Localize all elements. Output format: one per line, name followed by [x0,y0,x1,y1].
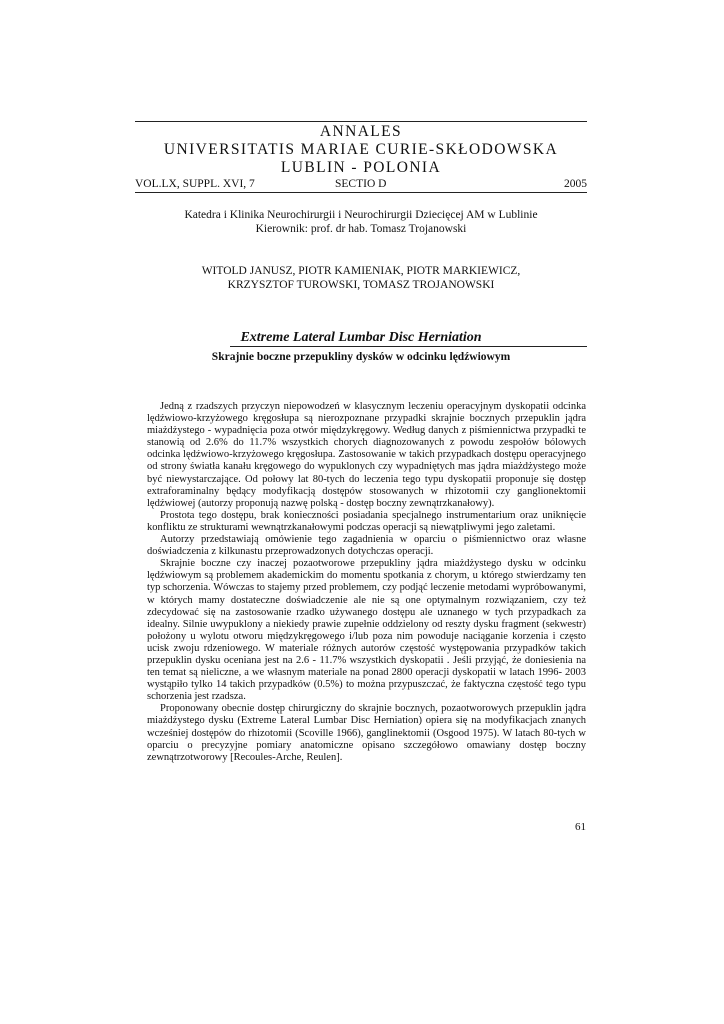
body-paragraph: Prostota tego dostępu, brak konieczności posiadania specjalnego instrumentarium oraz uniknięcie konfliktu ze strukturami wewnątrzkanałowymi podczas operacji są niewątpliwymi jego zaletami. [147,509,586,533]
volume-row [135,177,587,191]
header-top-rule [135,121,587,122]
authors-line1: WITOLD JANUSZ, PIOTR KAMIENIAK, PIOTR MARKIEWICZ, [201,265,521,277]
body-paragraph: Jedną z rzadszych przyczyn niepowodzeń w klasycznym leczeniu operacyjnym dyskopatii odcinka lędźwiowo-krzyżowego kręgosłupa są nierozpoznane przypadki skrajnie bocznych przepuklin jądra miażdżystego - wypadnięcia poza otwór międzykręgowy. Według danych z piśmiennictwa przypadki te stanowią od 2.6% do 11.7% wszystkich chorych diagnozowanych z powodu zespołów bólowych odcinka lędźwiowo-krzyżowego kręgosłupa. Zastosowanie w takich przypadkach dostępu operacyjnego od strony światła kanału kręgowego do wypuklonych czy wypadniętych mas jądra miażdżystego może być niewystarczające. Od połowy lat 80-tych do leczenia tego typu dyskopatii proponuje się dostęp extraforaminalny będący modyfikacją dostępów stosowanych w rhizotomii czy ganglionektomii lędźwiowej (autorzy proponują nazwę polską - dostęp boczny zewnątrzkanałowy). [147,401,586,509]
section-info: SECTIO D [335,178,387,190]
article-title-polish: Skrajnie boczne przepukliny dysków w odcinku lędźwiowym [211,351,511,363]
body-paragraph: Autorzy przedstawiają omówienie tego zagadnienia w oparciu o piśmiennictwo oraz własne doświadczenia z kilkunastu przeprowadzonych dotychczas operacji. [147,534,586,558]
article-title-english: Extreme Lateral Lumbar Disc Herniation [240,330,482,345]
journal-name-line3: LUBLIN - POLONIA [280,159,442,176]
volume-info: VOL.LX, SUPPL. XVI, 7 [135,178,255,190]
body-paragraph: Skrajnie boczne czy inaczej pozaotworowe przepukliny jądra miażdżystego dysku w odcinku lędźwiowym są problemem akademickim do momentu spotkania z chorym, u którego stwierdzamy ten typ schorzenia. Wówczas to stajemy przed problemem, czy podjąć leczenie metodami wypróbowanymi, w których mamy dostateczne doświadczenie ale nie są one optymalnym rozwiązaniem, czy też zdecydować się na zastosowanie rzadko używanego dostępu ale uznanego w tych przypadkach za idealny. Silnie uwypuklony a niekiedy prawie zupełnie oddzielony od reszty dysku fragment (sekwestr) położony u wylotu otworu międzykręgowego i/lub poza nim powoduje naciąganie korzenia i często ucisk zwoju rdzeniowego. W materiale różnych autorów częstość występowania przypadków takich przepuklin dysku oceniana jest na 2.6 - 11.7% wszystkich dyskopatii . Jeśli przyjąć, że doniesienia na ten temat są nieliczne, a we własnym materiale na ponad 2800 operacji dyskopatii w latach 1996- 2003 wystąpiło tylko 14 takich przypadków (0.5%) to można przypuszczać, że faktyczna częstość tego typu schorzenia jest rzadsza. [147,558,586,703]
authors-line2: KRZYSZTOF TUROWSKI, TOMASZ TROJANOWSKI [227,279,495,291]
body-paragraph: Proponowany obecnie dostęp chirurgiczny do skrajnie bocznych, pozaotworowych przepuklin jądra miażdżystego dysku (Extreme Lateral Lumbar Disc Herniation) opiera się na modyfikacjach znanych wcześniej dostępów do rhizotomii (Scoville 1966), ganglinektomii (Osgood 1975). W latach 80-tych w oparciu o precyzyjne pomiary anatomiczne opisano szczegółowo omawiany dostęp boczny zewnątrzotworowy [Recoules-Arche, Reulen]. [147,703,586,763]
institution-head: Kierownik: prof. dr hab. Tomasz Trojanowski [255,223,467,235]
institution-name: Katedra i Klinika Neurochirurgii i Neurochirurgii Dziecięcej AM w Lublinie [184,209,538,221]
header-bottom-rule [135,192,587,193]
article-body [147,401,586,764]
title-rule [230,346,587,347]
journal-name-line1: ANNALES [319,123,403,140]
page-number: 61 [575,821,586,833]
journal-name-line2: UNIVERSITATIS MARIAE CURIE-SKŁODOWSKA [163,141,559,158]
publication-year: 2005 [564,178,587,190]
